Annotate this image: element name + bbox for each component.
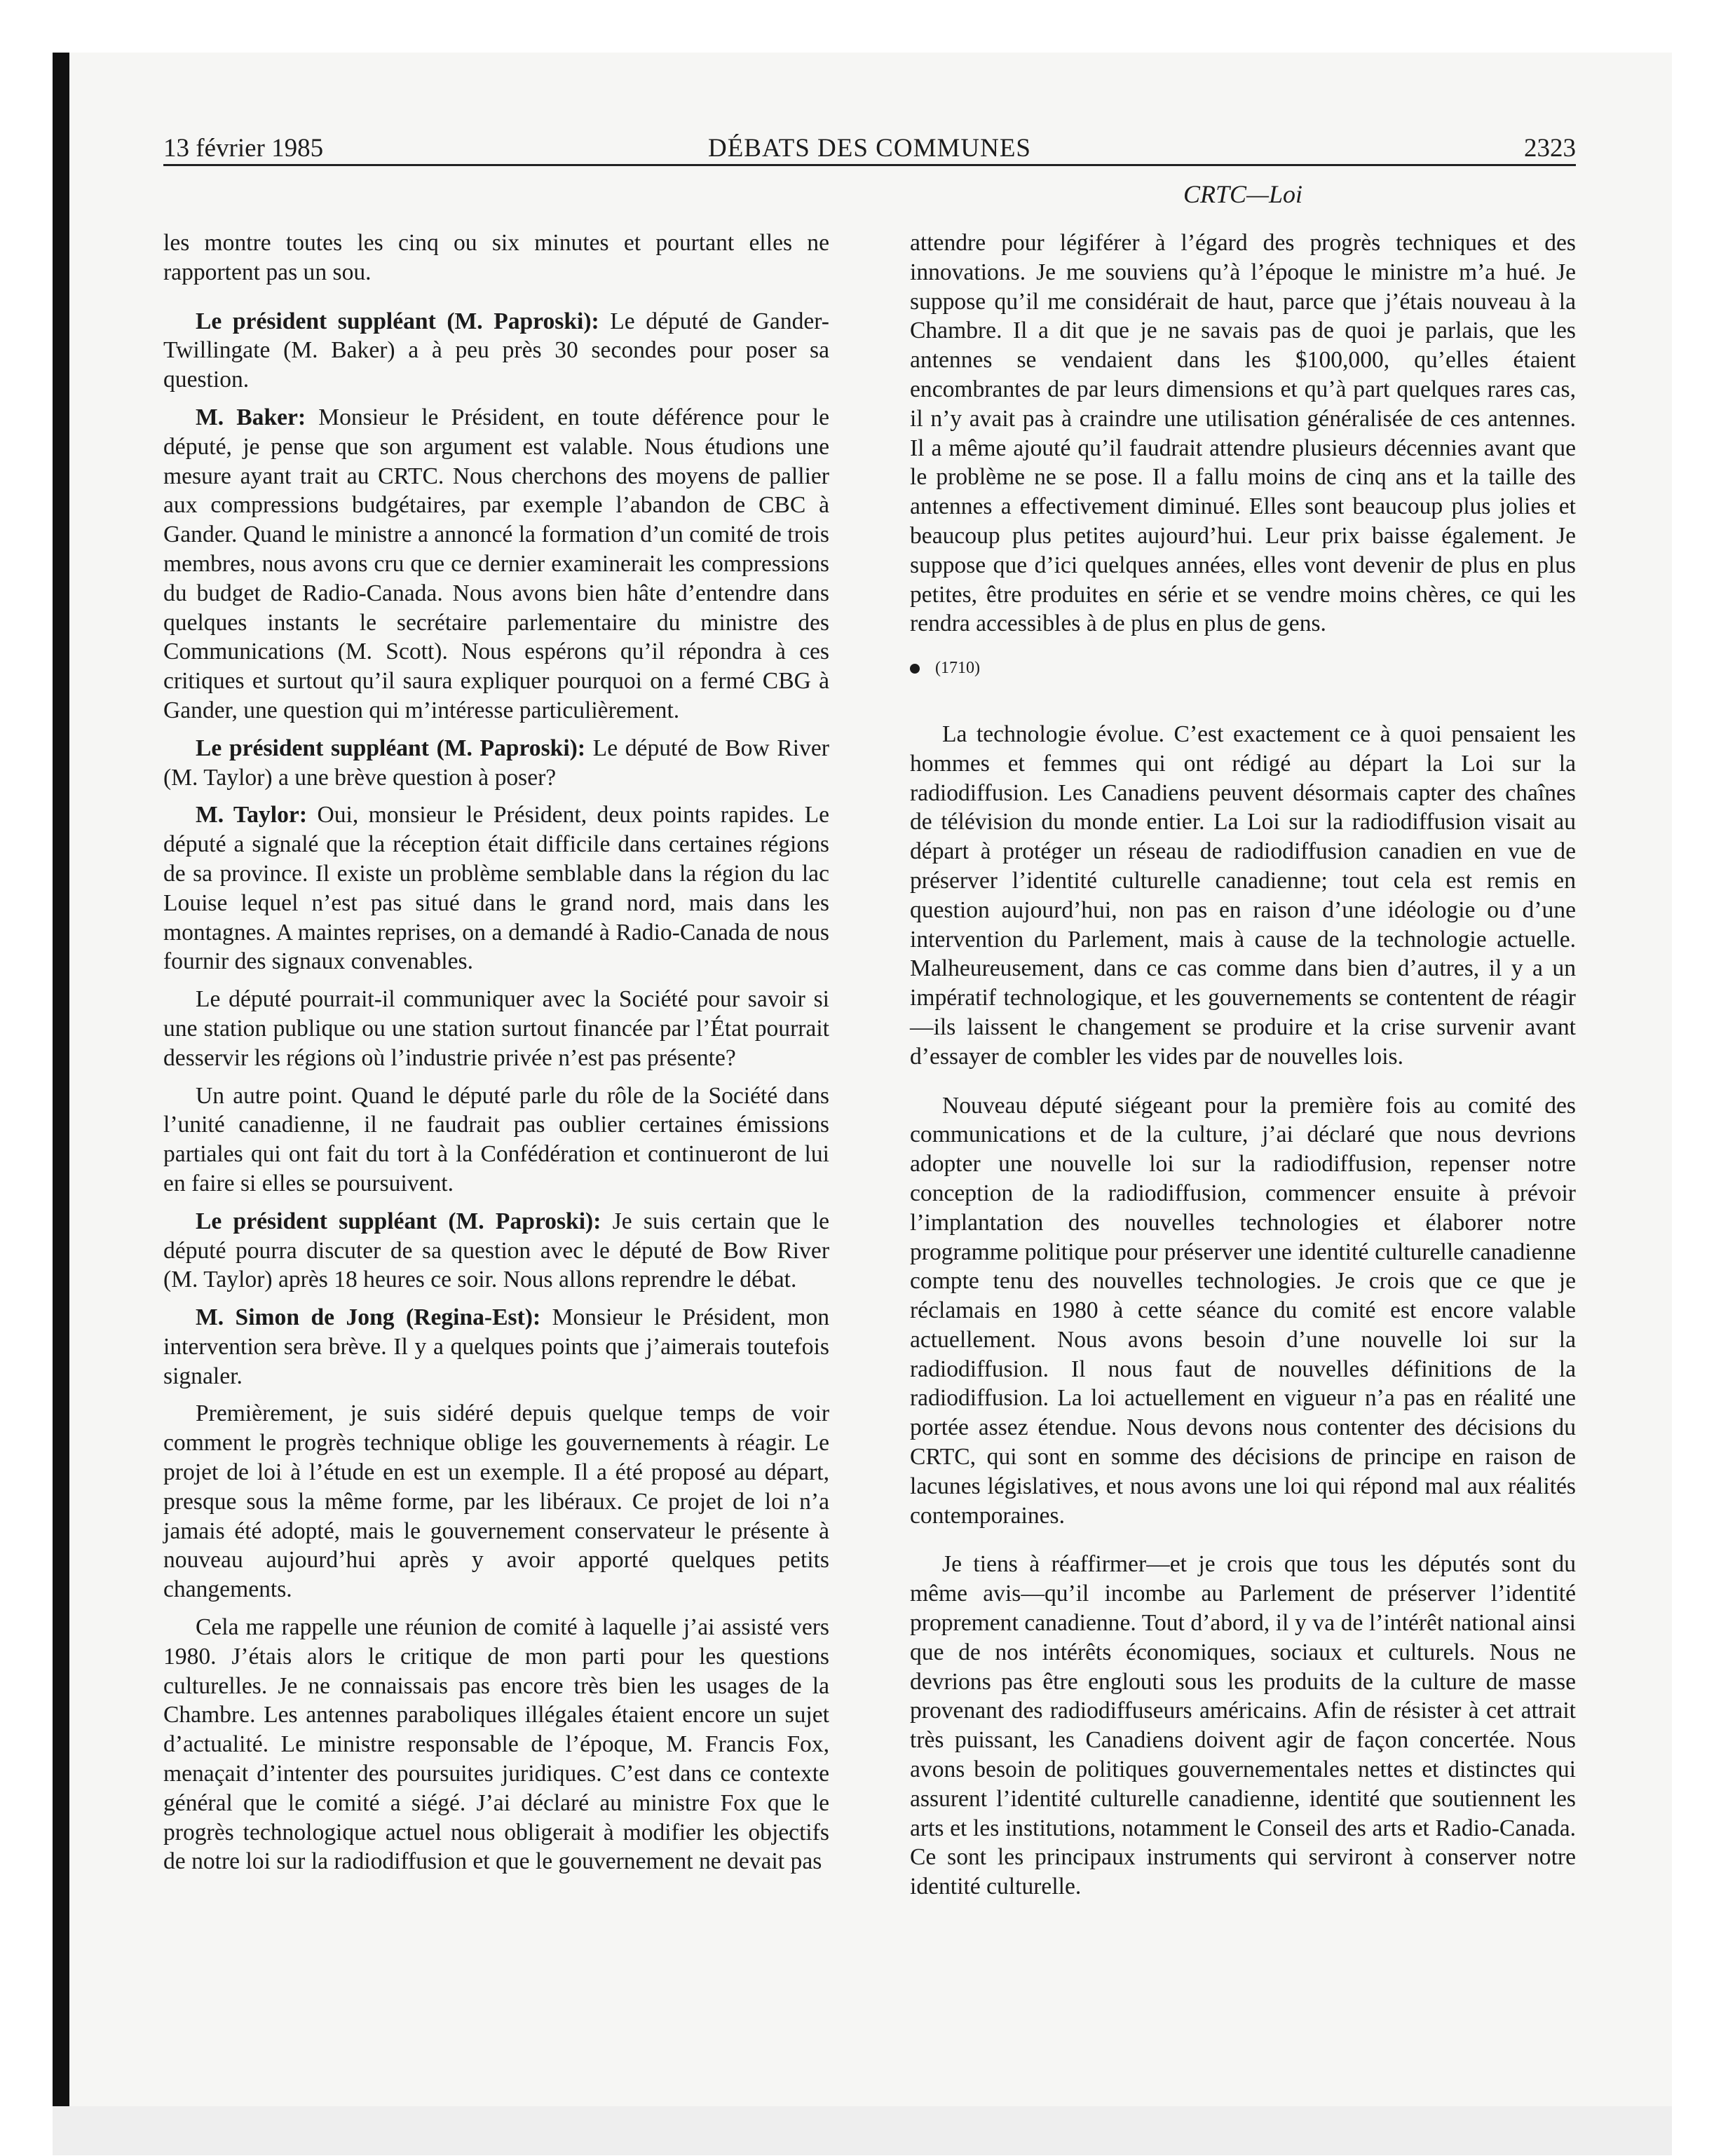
speech-text: Monsieur le Président, en toute déférence pour le député, je pense que son argument est valable. Nous étudions une mesure ayant trait au CRTC. Nous cherchons des moyens de pallier aux compressions budgétaires, par exemple l’abandon de CBC à Gander. Quand le ministre a annoncé la formation d’un comité de trois membres, nous avons cru que ce dernier examinerait les compressions du budget de Radio-Canada. Nous avons bien hâte d’entendre dans quelques instants le secrétaire parlementaire du ministre des Communications (M. Scott). Nous espérons qu’il répondra à ces critiques et surtout qu’il saura expliquer pourquoi on a fermé CBG à Gander, une question qui m’intéresse particulièrement. bbox=[163, 404, 829, 723]
speaker-name: Le président suppléant (M. Paproski): bbox=[196, 735, 586, 761]
paragraph: Le député pourrait-il communiquer avec la Société pour savoir si une station publique ou une station surtout financée par l’État pourrait desservir les régions où l’industrie privée n’est pas présente? bbox=[163, 986, 829, 1071]
paragraph bbox=[163, 1303, 829, 1391]
page-number: 2323 bbox=[1524, 134, 1576, 163]
time-marker bbox=[910, 654, 1576, 683]
bullet-icon bbox=[910, 664, 920, 674]
speaker-name: M. Baker: bbox=[196, 404, 306, 430]
speaker-name: M. Simon de Jong (Regina-Est): bbox=[196, 1304, 541, 1331]
speech-text: Oui, monsieur le Président, deux points rapides. Le député a signalé que la réception était difficile dans certaines régions de sa province. Il existe un problème semblable dans la région du lac Louise lequel n’est pas situé dans le grand nord, mais dans les montagnes. A maintes reprises, on a demandé à Radio-Canada de nous fournir des signaux convenables. bbox=[163, 802, 829, 975]
paragraph: Premièrement, je suis sidéré depuis quelque temps de voir comment le progrès technique oblige les gouvernements à réagir. Le projet de loi à l’étude en est un exemple. Il a été proposé au départ, presque sous la même forme, par les libéraux. Ce projet de loi n’a jamais été adopté, mais le gouvernement conservateur le présente à nouveau aujourd’hui après y avoir apporté quelques petits changements. bbox=[163, 1400, 829, 1603]
speaker-name: M. Taylor: bbox=[196, 802, 308, 828]
paragraph bbox=[163, 734, 829, 793]
paragraph: La technologie évolue. C’est exactement ce à quoi pensaient les hommes et femmes qui ont rédigé au départ la Loi sur la radiodiffusion. Les Canadiens peuvent désormais capter des chaînes de télévision du monde entier. La Loi sur la radiodiffusion visait au départ à protéger un réseau de radiodiffusion canadien en vue de préserver l’identité culturelle canadienne; tout cela est remis en question aujourd’hui, non pas en raison d’une idéologie ou d’une intervention du Parlement, mais à cause de la technologie actuelle. Malheureusement, dans ce cas comme dans bien d’autres, il y a un impératif technologique, et les gouvernements se contentent de réagir—ils laissent le changement se produire et la crise survenir avant d’essayer de combler les vides par de nouvelles lois. bbox=[910, 721, 1576, 1070]
right-column bbox=[910, 228, 1576, 1910]
paragraph bbox=[163, 1207, 829, 1295]
page-header bbox=[163, 132, 1576, 166]
paragraph bbox=[163, 307, 829, 395]
paragraph: Un autre point. Quand le député parle du rôle de la Société dans l’unité canadienne, il ne faudrait pas oublier certaines émissions partiales qui ont fait du tort à la Confédération et continueront de lui en faire si elles se poursuivent. bbox=[163, 1082, 829, 1196]
speech-text: Monsieur le Président, mon intervention sera brève. Il y a quelques points que j’aimerais toutefois signaler. bbox=[163, 1304, 829, 1389]
paragraph: attendre pour légiférer à l’égard des progrès techniques et des innovations. Je me souviens qu’à l’époque le ministre m’a hué. Je suppose qu’il me considérait de haut, parce que j’étais nouveau à la Chambre. Il a dit que je ne savais pas de quoi je parlais, que les antennes se vendaient dans les $100,000, qu’elles étaient encombrantes de par leurs dimensions et qu’à part quelques rares cas, il n’y avait pas à craindre une utilisation généralisée de ces antennes. Il a même ajouté qu’il faudrait attendre plusieurs décennies avant que le problème ne se pose. Il a fallu moins de cinq ans et la taille des antennes a effectivement diminué. Elles sont beaucoup plus jolies et beaucoup plus petites aujourd’hui. Leur prix baisse également. Je suppose que d’ici quelques années, elles vont devenir de plus en plus petites, être produites en série et se vendre moins chères, ce qui les rendra accessibles à de plus en plus de gens. bbox=[910, 230, 1576, 637]
paragraph: les montre toutes les cinq ou six minutes et pourtant elles ne rapportent pas un sou. bbox=[163, 230, 829, 285]
speaker-name: Le président suppléant (M. Paproski): bbox=[196, 1208, 601, 1234]
paragraph bbox=[163, 403, 829, 725]
left-column bbox=[163, 228, 829, 1885]
speech-text: Le député de Gander-Twillingate (M. Baker) a à peu près 30 secondes pour poser sa question. bbox=[163, 308, 829, 393]
speaker-name: Le président suppléant (M. Paproski): bbox=[196, 308, 599, 334]
time-marker-text: (1710) bbox=[935, 659, 980, 678]
header-title: DÉBATS DES COMMUNES bbox=[707, 134, 1031, 163]
paragraph: Nouveau député siégeant pour la première fois au comité des communications et de la culture, j’ai déclaré que nous devrions adopter une nouvelle loi sur la radiodiffusion, repenser notre conception de la radiodiffusion, commencer ensuite à prévoir l’implantation des nouvelles technologies et élaborer notre programme politique pour préserver une identité culturelle canadienne compte tenu des nouvelles technologies. Je crois que ce que je réclamais en 1980 à cette séance du comité est encore valable actuellement. Nous avons besoin d’une nouvelle loi sur la radiodiffusion. Il nous faut de nouvelles définitions de la radiodiffusion. La loi actuellement en vigueur n’a pas en réalité une portée assez étendue. Nous devons nous contenter des décisions du CRTC, qui sont en somme des décisions de principe en raison de lacunes législatives, et nous avons une loi qui répond mal aux réalités contemporaines. bbox=[910, 1092, 1576, 1529]
binding-edge bbox=[53, 53, 69, 2106]
paragraph: Cela me rappelle une réunion de comité à laquelle j’ai assisté vers 1980. J’étais alors le critique de mon parti pour les questions culturelles. Je ne connaissais pas encore très bien les usages de la Chambre. Les antennes paraboliques illégales étaient encore un sujet d’actualité. Le ministre responsable de l’époque, M. Francis Fox, menaçait d’intenter des poursuites juridiques. C’est dans ce contexte général que le comité a siégé. J’ai déclaré au ministre Fox que le progrès technologique actuel nous obligerait à modifier les objectifs de notre loi sur la radiodiffusion et que le gouvernement ne devait pas bbox=[163, 1614, 829, 1875]
speech-text: Le député de Bow River (M. Taylor) a une brève question à poser? bbox=[163, 735, 829, 791]
subject-heading: CRTC—Loi bbox=[1183, 180, 1303, 208]
paragraph: Je tiens à réaffirmer—et je crois que tous les députés sont du même avis—qu’il incombe au Parlement de préserver l’identité proprement canadienne. Tout d’abord, il y va de l’intérêt national ainsi que de nos intérêts économiques, sociaux et culturels. Nous ne devrions pas être englouti sous les produits de la culture de masse provenant des radiodiffuseurs américains. Afin de résister à cet attrait très puissant, les Canadiens doivent agir de façon concertée. Nous avons besoin de politiques gouvernementales nettes et distinctes qui assurent l’identité culturelle canadienne, identité que soutiennent les arts et les institutions, notamment le Conseil des arts et Radio-Canada. Ce sont les principaux instruments qui serviront à conserver notre identité culturelle. bbox=[910, 1551, 1576, 1900]
speech-text: Je suis certain que le député pourra discuter de sa question avec le député de Bow River (M. Taylor) après 18 heures ce soir. Nous allons reprendre le débat. bbox=[163, 1208, 829, 1293]
header-date: 13 février 1985 bbox=[163, 134, 324, 163]
paragraph bbox=[163, 800, 829, 976]
